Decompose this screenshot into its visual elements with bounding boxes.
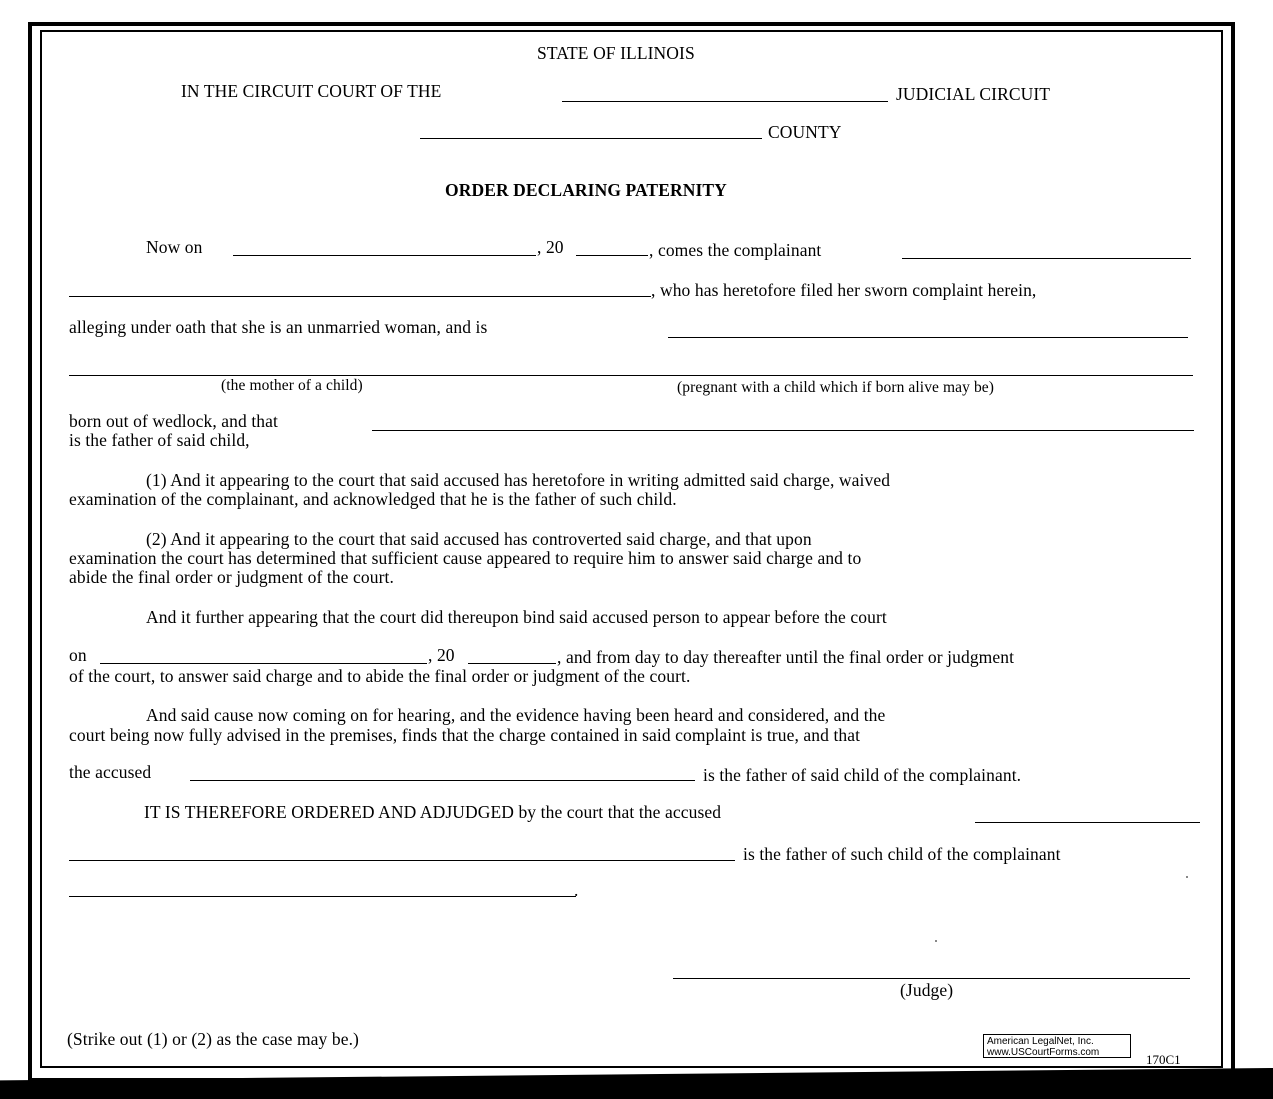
para2-line3: abide the final order or judgment of the court. xyxy=(69,567,394,587)
form-number: 170C1 xyxy=(1146,1052,1181,1067)
father-name-blank[interactable] xyxy=(372,430,1194,431)
is-father-complainant-text: is the father of said child of the complainant. xyxy=(703,765,1022,785)
county-blank[interactable] xyxy=(420,138,762,139)
judge-signature-line[interactable] xyxy=(673,978,1190,979)
status-blank[interactable] xyxy=(668,337,1188,338)
scan-speck xyxy=(1186,876,1188,878)
accused-name-blank-3[interactable] xyxy=(69,860,735,861)
judge-label: (Judge) xyxy=(900,980,954,1000)
year-prefix-1: , 20 xyxy=(537,237,564,257)
stamp-line1: American LegalNet, Inc. xyxy=(987,1036,1094,1047)
accused-name-blank[interactable] xyxy=(190,780,695,781)
the-accused-label: the accused xyxy=(69,762,152,782)
county-suffix: COUNTY xyxy=(768,122,842,142)
on-label: on xyxy=(69,645,87,665)
circuit-number-blank[interactable] xyxy=(562,101,888,102)
court-prefix: IN THE CIRCUIT COURT OF THE xyxy=(181,81,442,101)
caption-mother: (the mother of a child) xyxy=(221,377,363,394)
para2-line1: (2) And it appearing to the court that said accused has controverted said charge, and that upon xyxy=(146,529,812,549)
para2-line2: examination the court has determined that sufficient cause appeared to require him to answer said charge and to xyxy=(69,548,862,568)
filed-complaint-text: , who has heretofore filed her sworn complaint herein, xyxy=(651,280,1037,300)
para1-line2: examination of the complainant, and acknowledged that he is the father of such child. xyxy=(69,489,677,509)
is-father-such-text: is the father of such child of the complainant xyxy=(743,844,1061,864)
caption-pregnant: (pregnant with a child which if born alive may be) xyxy=(677,379,995,396)
hearing-line2: court being now fully advised in the premises, finds that the charge contained in said complaint is true, and that xyxy=(69,725,861,745)
year-blank-1[interactable] xyxy=(576,255,648,256)
born-out-text: born out of wedlock, and that xyxy=(69,411,278,431)
complainant-name-blank-2[interactable] xyxy=(69,296,651,297)
alleging-text: alleging under oath that she is an unmarried woman, and is xyxy=(69,317,488,337)
strike-out-note: (Strike out (1) or (2) as the case may be.) xyxy=(67,1029,359,1049)
complainant-name-blank[interactable] xyxy=(902,258,1191,259)
child-name-blank[interactable] xyxy=(69,896,576,897)
date-blank-1[interactable] xyxy=(233,255,536,256)
year-prefix-2: , 20 xyxy=(428,645,455,665)
date-blank-2[interactable] xyxy=(100,663,427,664)
of-court-text: of the court, to answer said charge and to abide the final order or judgment of the court. xyxy=(69,666,691,686)
day-to-day-text: , and from day to day thereafter until the final order or judgment xyxy=(557,647,1015,667)
hearing-line1: And said cause now coming on for hearing, and the evidence having been heard and considered, and the xyxy=(146,705,886,725)
bind-line: And it further appearing that the court did thereupon bind said accused person to appear before the court xyxy=(146,607,887,627)
closing-period: . xyxy=(574,880,579,900)
publisher-stamp xyxy=(983,1034,1131,1058)
is-father-text: is the father of said child, xyxy=(69,430,250,450)
comes-complainant-label: , comes the complainant xyxy=(649,240,822,260)
scan-speck xyxy=(935,940,937,942)
year-blank-2[interactable] xyxy=(468,663,556,664)
now-on-label: Now on xyxy=(146,237,203,257)
stamp-line2: www.USCourtForms.com xyxy=(987,1047,1100,1058)
ordered-text: IT IS THEREFORE ORDERED AND ADJUDGED by the court that the accused xyxy=(144,802,722,822)
accused-name-blank-2[interactable] xyxy=(975,822,1200,823)
circuit-suffix: JUDICIAL CIRCUIT xyxy=(896,84,1051,104)
document-title: ORDER DECLARING PATERNITY xyxy=(445,180,727,200)
state-heading: STATE OF ILLINOIS xyxy=(537,43,695,63)
para1-line1: (1) And it appearing to the court that said accused has heretofore in writing admitted said charge, waived xyxy=(146,470,891,490)
